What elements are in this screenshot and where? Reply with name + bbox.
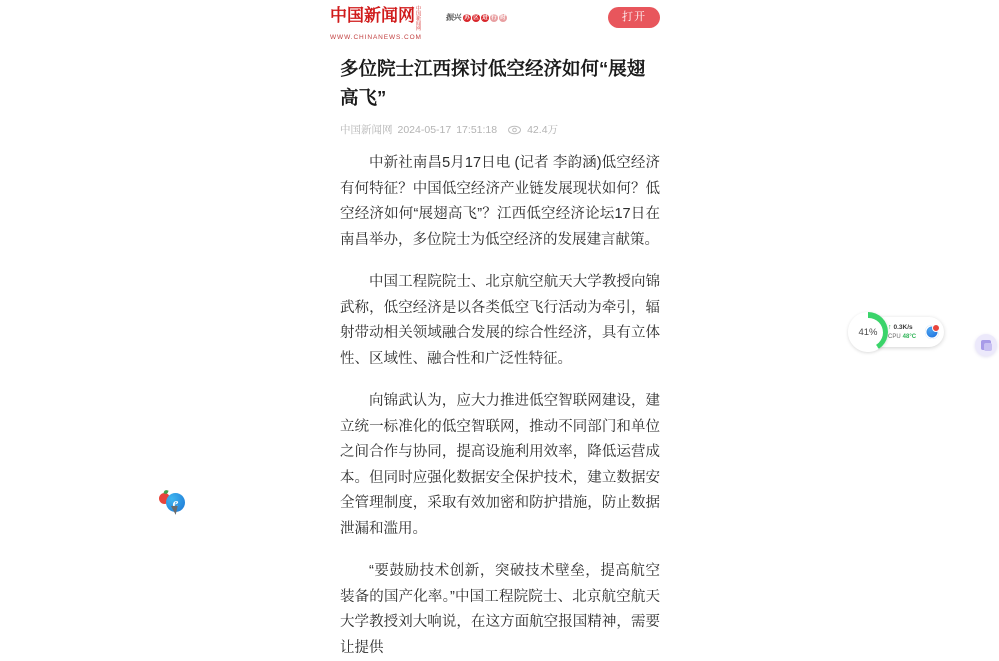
upload-arrow-icon: ↑ <box>888 324 892 332</box>
cpu-usage-ring[interactable] <box>848 312 888 352</box>
article-byline <box>340 122 660 137</box>
site-logo-superscript: 中国 新闻网 <box>416 7 422 32</box>
article-paragraph: 中国工程院院士、北京航空航天大学教授向锦武称，低空经济是以各类低空飞行活动为牵引，辐射带动相关领域融合发展的综合性经济，具有立体性、区域性、融合性和广泛性特征。 <box>340 274 660 367</box>
network-speed-value: 0.3K/s <box>893 323 913 331</box>
article-column <box>330 0 670 656</box>
cpu-temp-row <box>888 334 916 340</box>
edge-browser-icon[interactable]: e <box>166 493 185 512</box>
byline-date: 2024-05-17 <box>397 123 452 136</box>
site-header <box>330 0 670 46</box>
eye-icon <box>508 125 521 135</box>
campaign-dot: 区 <box>473 14 479 21</box>
byline-time: 17:51:18 <box>456 123 498 136</box>
article-headline: 多位院士江西探讨低空经济如何“展翅高飞” <box>340 58 646 108</box>
performance-stats <box>888 324 916 340</box>
campaign-dot: 行 <box>491 14 497 21</box>
article-paragraph: 中新社南昌5月17日电 (记者 李韵涵)低空经济有何特征？中国低空经济产业链发展现状如何？低空经济如何“展翅高飞”？江西低空经济论坛17日在南昌举办，多位院士为低空经济的发展建言献策。 <box>340 155 660 248</box>
article-paragraph: 向锦武认为，应大力推进低空智联网建设，建立统一标准化的低空智联网，推动不同部门和单位之间合作与协同，提高设施利用效率，降低运营成本。但同时应强化数据安全保护技术，建立数据安全管理制度，采取有效加密和防护措施，防止数据泄漏和滥用。 <box>340 393 660 537</box>
cpu-temperature-value: 48°C <box>902 333 917 340</box>
browser-app-icon[interactable] <box>925 325 939 339</box>
campaign-dot: 时 <box>500 14 506 21</box>
campaign-dot: 苏 <box>464 14 470 21</box>
article-paragraph: “要鼓励技术创新，突破技术壁垒，提高航空装备的国产化率。”中国工程院院士、北京航空航天大学教授刘大响说，在这方面航空报国精神，需要让提供 <box>340 563 660 656</box>
site-logo[interactable] <box>330 7 440 41</box>
article-body <box>340 151 660 661</box>
performance-widget[interactable] <box>848 310 944 354</box>
assistant-bubble-glyph <box>981 340 991 350</box>
byline-views: 42.4万 <box>527 124 559 136</box>
campaign-logo-text: 振兴 <box>445 13 462 22</box>
site-logo-url: WWW.CHINANEWS.COM <box>330 34 422 41</box>
site-logo-text: 中国新闻网中国 新闻网 <box>330 7 440 32</box>
byline-source: 中国新闻网 <box>340 124 393 136</box>
assistant-bubble-icon[interactable] <box>975 334 997 356</box>
cpu-usage-value: 41% <box>854 318 883 347</box>
cpu-label: CPU <box>888 333 901 340</box>
network-speed-row <box>888 324 916 331</box>
campaign-logo[interactable] <box>446 12 507 23</box>
open-app-button[interactable]: 打开 <box>608 7 660 28</box>
campaign-dot: 进 <box>482 14 488 21</box>
campaign-logo-dots <box>463 14 507 22</box>
taskbar-browser-icon[interactable] <box>158 492 192 520</box>
